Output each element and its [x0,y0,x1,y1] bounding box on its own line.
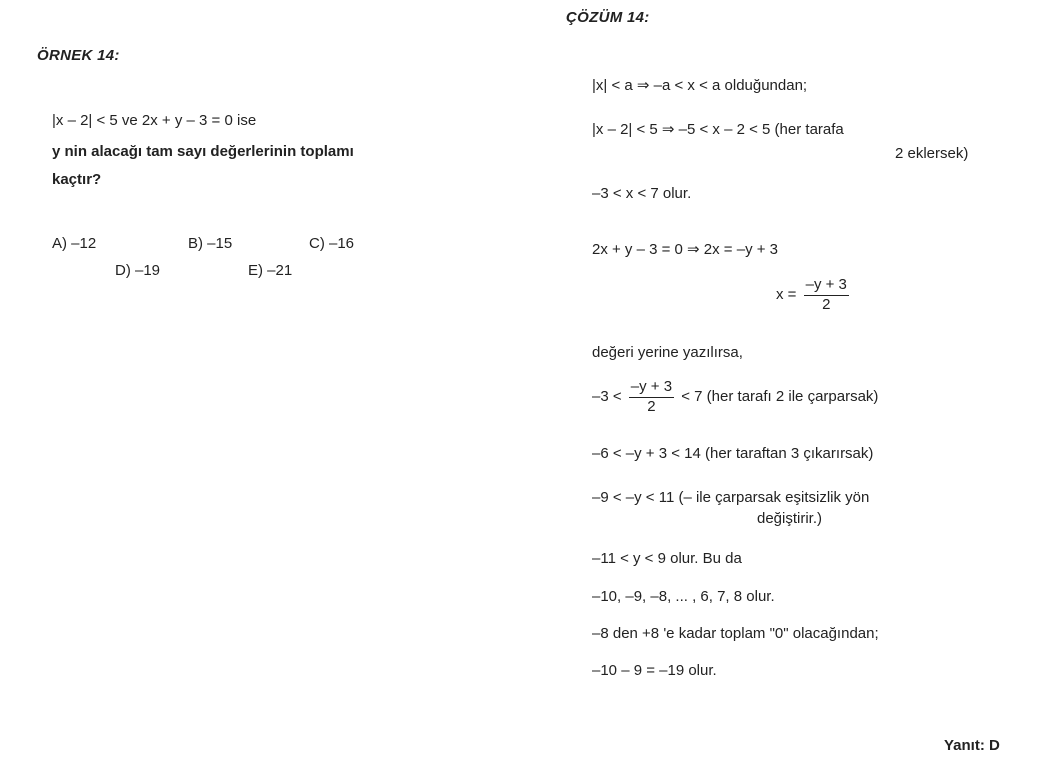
example-condition: |x – 2| < 5 ve 2x + y – 3 = 0 ise [52,112,257,129]
answer-label: Yanıt: D [944,737,1000,754]
example-heading: ÖRNEK 14: [37,47,120,64]
solution-line-11: –10, –9, –8, ... , 6, 7, 8 olur. [592,588,775,605]
solution-line-9: –9 < –y < 11 (– ile çarparsak eşitsizlik yön [592,489,870,506]
solution-line-1: |x| < a ⇒ –a < x < a olduğundan; [592,77,808,94]
fraction-2 [629,378,674,417]
x-equals-label: x = [776,286,797,304]
solution-line-4: 2x + y – 3 = 0 ⇒ 2x = –y + 3 [592,241,779,258]
fraction-2-numerator: –y + 3 [629,378,674,398]
question-line-1: y nin alacağı tam sayı değerlerinin toplamı [52,143,354,160]
solution-line-6: değeri yerine yazılırsa, [592,344,743,361]
option-b: B) –15 [188,235,233,252]
solution-line-2: |x – 2| < 5 ⇒ –5 < x – 2 < 5 (her tarafa [592,121,844,138]
fraction-denominator: 2 [822,295,831,313]
solution-line-3: –3 < x < 7 olur. [592,185,692,202]
option-e: E) –21 [248,262,293,279]
solution-line-7 [592,378,878,417]
solution-line-13: –10 – 9 = –19 olur. [592,662,717,679]
option-a: A) –12 [52,235,97,252]
solution-line-10: –11 < y < 9 olur. Bu da [592,550,742,567]
solution-heading: ÇÖZÜM 14: [566,9,650,26]
fraction-numerator: –y + 3 [804,276,849,296]
option-d: D) –19 [115,262,161,279]
solution-line-8: –6 < –y + 3 < 14 (her taraftan 3 çıkarırsak) [592,445,874,462]
question-line-2: kaçtır? [52,171,102,188]
fraction [804,276,849,315]
fraction-2-denominator: 2 [647,397,656,415]
solution-line-9b: değiştirir.) [757,510,823,527]
option-c: C) –16 [309,235,355,252]
solution-line-5 [776,276,852,315]
line7-prefix: –3 < [592,388,622,406]
solution-line-2b: 2 eklersek) [895,145,969,162]
line7-suffix: < 7 (her tarafı 2 ile çarparsak) [681,388,879,406]
solution-line-12: –8 den +8 'e kadar toplam "0" olacağından; [592,625,879,642]
